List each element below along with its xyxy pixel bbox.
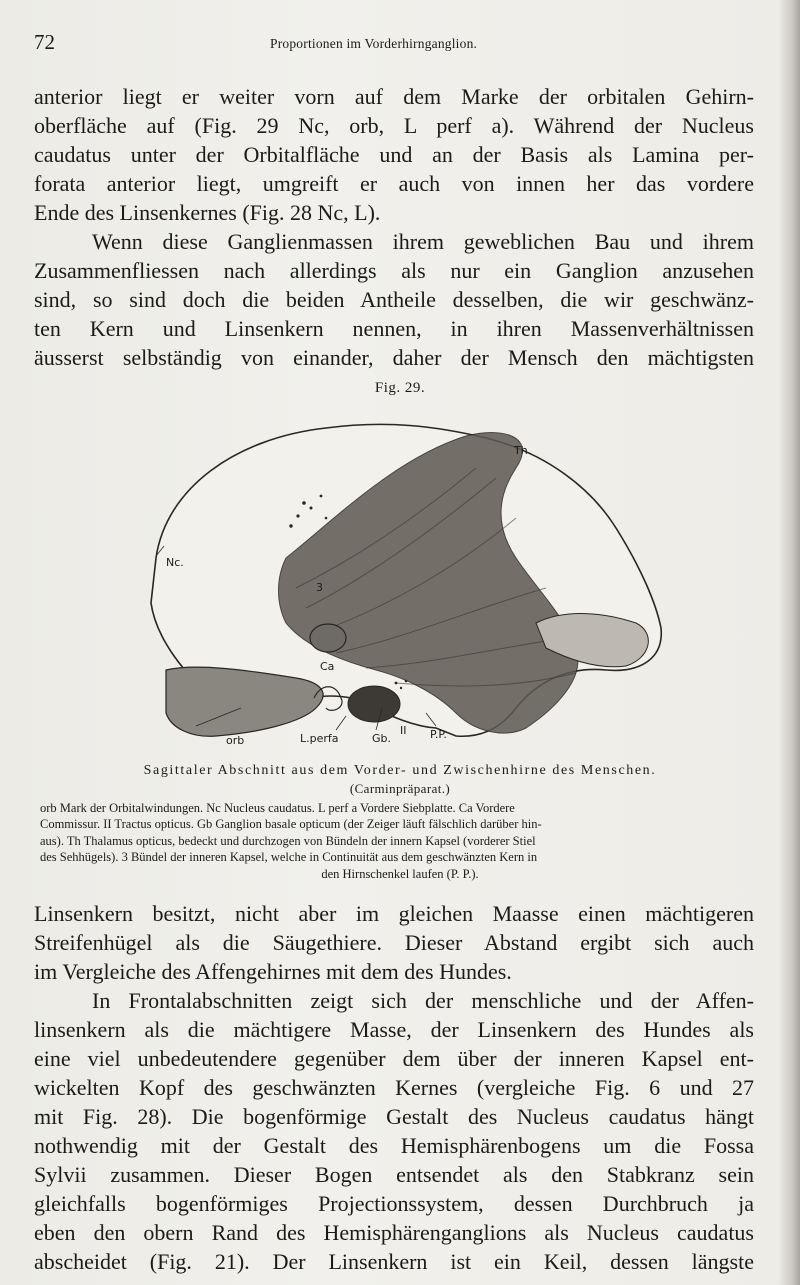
caption-line: des Sehhügels). 3 Bündel der inneren Kapsel, welche in Continuität aus dem geschwänzten Kern in <box>40 850 538 865</box>
text-line: caudatus unter der Orbitalfläche und an der Basis als Lamina per- <box>34 142 754 167</box>
page-header <box>34 30 754 56</box>
text-line: Zusammenfliessen nach allerdings als nur ein Ganglion anzusehen <box>34 258 754 283</box>
text-line: Linsenkern besitzt, nicht aber im gleichen Maasse einen mächtigeren <box>34 901 754 926</box>
text-line: anterior liegt er weiter vorn auf dem Marke der orbitalen Gehirn- <box>34 84 754 109</box>
anterior-commissure <box>310 624 346 652</box>
caption-body <box>40 800 760 882</box>
label-pp: P.P. <box>430 728 447 741</box>
running-head: Proportionen im Vorderhirnganglion. <box>270 36 478 51</box>
text-line: abscheidet (Fig. 21). Der Linsenkern ist ein Keil, dessen längste <box>34 1249 754 1274</box>
label-th: Th. <box>514 444 532 457</box>
text-line: gleichfalls bogenförmiges Projectionssystem, dessen Durchbruch ja <box>34 1191 754 1216</box>
caption-subtitle: (Carminpräparat.) <box>349 781 451 796</box>
label-gb: Gb. <box>372 732 392 745</box>
text-line: äusserst selbständig von einander, daher der Mensch den mächtigsten <box>34 345 754 370</box>
label-ca: Ca <box>320 660 335 673</box>
ganglion-basale <box>348 686 400 722</box>
anatomical-figure <box>136 408 696 758</box>
caption-line: den Hirnschenkel laufen (P. P.). <box>321 866 479 881</box>
text-line: oberfläche auf (Fig. 29 Nc, orb, L perf a). Während der Nucleus <box>34 113 754 138</box>
caption-line: orb Mark der Orbitalwindungen. Nc Nucleus caudatus. L perf a Vordere Siebplatte. Ca Vordere <box>40 801 515 815</box>
caption-line: Commissur. II Tractus opticus. Gb Ganglion basale opticum (der Zeiger läuft fälschlich darüber hin- <box>40 817 542 832</box>
text-line: sind, so sind doch die beiden Antheile desselben, die wir geschwänz- <box>34 287 754 312</box>
text-line: wickelten Kopf des geschwänzten Kernes (vergleiche Fig. 6 und 27 <box>34 1075 754 1100</box>
page-spine-shadow <box>778 0 800 1285</box>
label-ii: II <box>400 724 407 737</box>
label-3: 3 <box>316 581 323 594</box>
text-line: Sylvii zusammen. Dieser Bogen entsendet als den Stabkranz sein <box>34 1162 754 1187</box>
text-line: forata anterior liegt, umgreift er auch von innen her das vordere <box>34 171 754 196</box>
text-line: Wenn diese Ganglienmassen ihrem geweblichen Bau und ihrem <box>92 229 754 254</box>
page-number: 72 <box>34 30 55 54</box>
paragraph-3 <box>34 899 754 986</box>
paragraph-1 <box>34 82 754 227</box>
text-line: im Vergleiche des Affengehirnes mit dem des Hundes. <box>34 959 512 984</box>
text-line: eben den obern Rand des Hemisphärenganglions als Nucleus caudatus <box>34 1220 754 1245</box>
label-lperfa: L.perfa <box>300 732 339 745</box>
text-line: Streifenhügel als die Säugethiere. Dieser Abstand ergibt sich auch <box>34 930 754 955</box>
caption-line: aus). Th Thalamus opticus, bedeckt und durchzogen von Bündeln der innern Kapsel (vorderer Stiel <box>40 833 536 848</box>
text-line: linsenkern als die mächtigere Masse, der Linsenkern des Hundes als <box>34 1017 754 1042</box>
text-line: In Frontalabschnitten zeigt sich der menschliche und der Affen- <box>92 988 754 1013</box>
text-line: nothwendig mit der Gestalt des Hemisphärenbogens um die Fossa <box>34 1133 754 1158</box>
text-line: ten Kern und Linsenkern nennen, in ihren Massenverhältnissen <box>34 316 754 341</box>
label-orb: orb <box>226 734 245 747</box>
paragraph-2 <box>34 227 754 372</box>
figure-label: Fig. 29. <box>374 380 426 396</box>
text-line: Ende des Linsenkernes (Fig. 28 Nc, L). <box>34 200 381 225</box>
paragraph-4 <box>34 986 754 1276</box>
caption-title: Sagittaler Abschnitt aus dem Vorder- und Zwischenhirne des Menschen. <box>143 763 657 778</box>
text-line: eine viel unbedeutendere gegenüber dem über der inneren Kapsel ent- <box>34 1046 754 1071</box>
text-line: mit Fig. 28). Die bogenförmige Gestalt des Nucleus caudatus hängt <box>34 1104 754 1129</box>
label-nc: Nc. <box>166 556 184 569</box>
